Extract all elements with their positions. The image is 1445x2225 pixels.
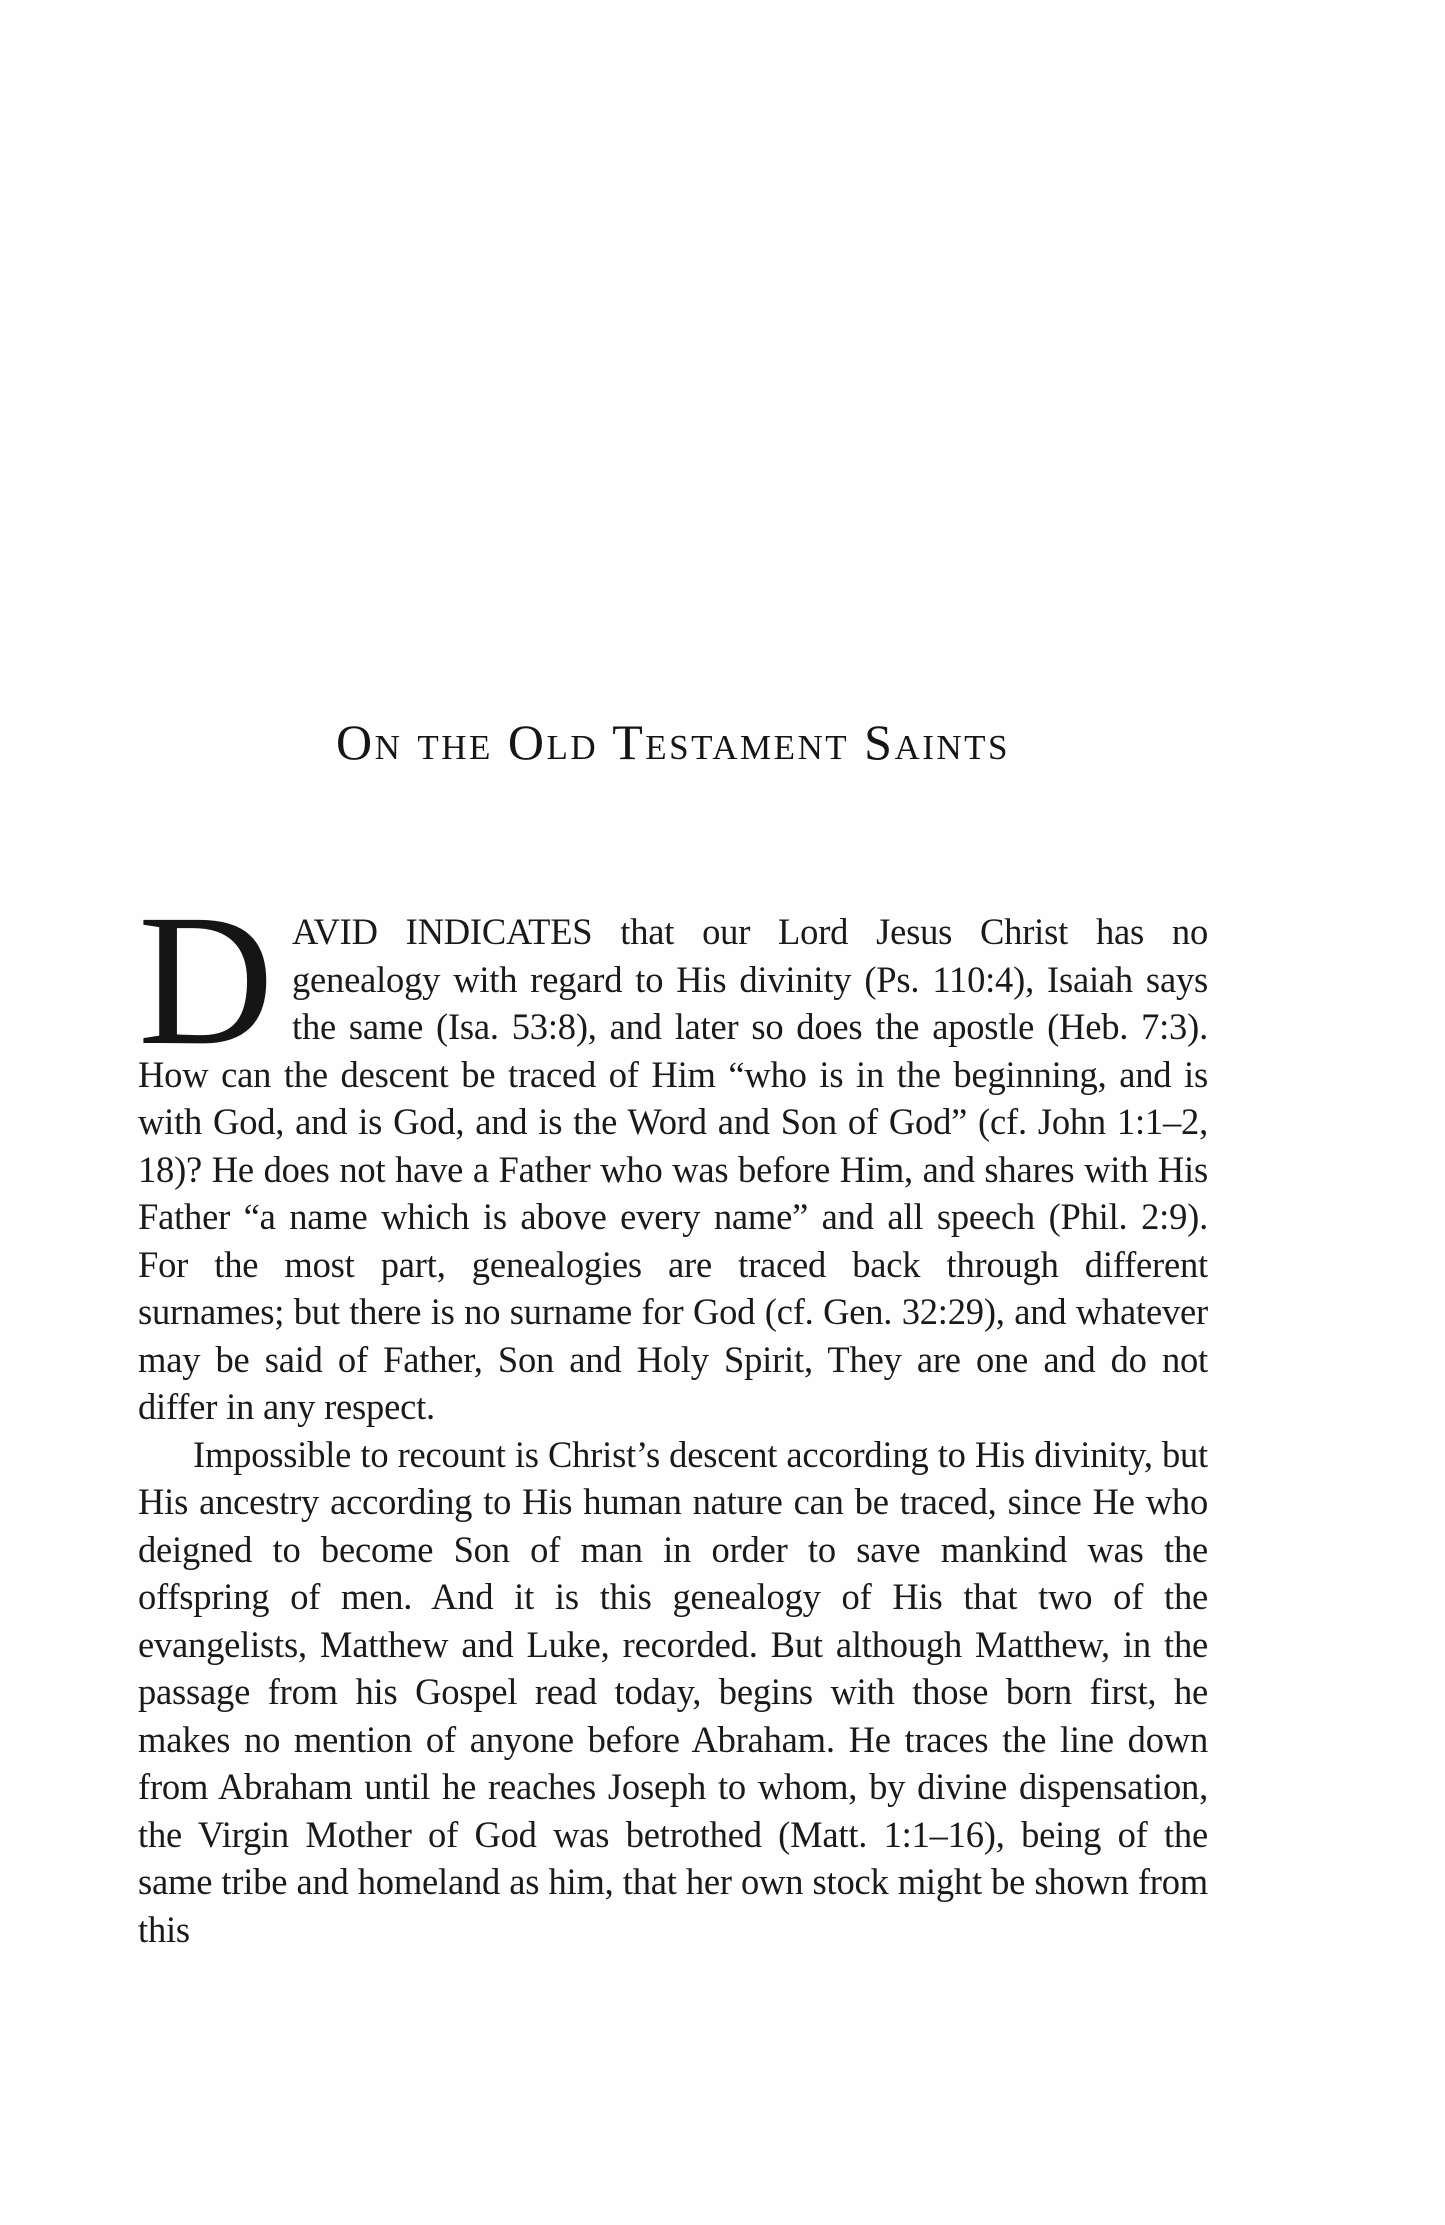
- drop-cap: D: [138, 875, 274, 1084]
- paragraph-text: AVID INDICATES that our Lord Jesus Christ has no genealogy with regard to His divinity (Ps. 110:4), Isaiah says the same (Isa. 53:8), and later so does the apostle (Heb. 7:3). How can the descent be traced of Him “who is in the beginning, and is with God, and is God, and is the Word and Son of God” (cf. John 1:1–2, 18)? He does not have a Father who was before Him, and shares with His Father “a name which is above every name” and all speech (Phil. 2:9). For the most part, genealogies are traced back through different surnames; but there is no surname for God (cf. Gen. 32:29), and whatever may be said of Father, Son and Holy Spirit, They are one and do not differ in any respect.: [138, 911, 1208, 1427]
- body-text-block: [138, 875, 1208, 1953]
- chapter-title: On the Old Testament Saints: [335, 714, 1011, 770]
- body-paragraph: [138, 1431, 1208, 1954]
- body-paragraph: [138, 875, 1208, 1431]
- paragraph-text: Impossible to recount is Christ’s descent according to His divinity, but His ancestry according to His human nature can be traced, since He who deigned to become Son of man in order to save mankind was the offspring of men. And it is this genealogy of His that two of the evangelists, Matthew and Luke, recorded. But although Matthew, in the passage from his Gospel read today, begins with those born first, he makes no mention of anyone before Abraham. He traces the line down from Abraham until he reaches Joseph to whom, by divine dispensation, the Virgin Mother of God was betrothed (Matt. 1:1–16), being of the same tribe and homeland as him, that her own stock might be shown from this: [138, 1433, 1208, 1950]
